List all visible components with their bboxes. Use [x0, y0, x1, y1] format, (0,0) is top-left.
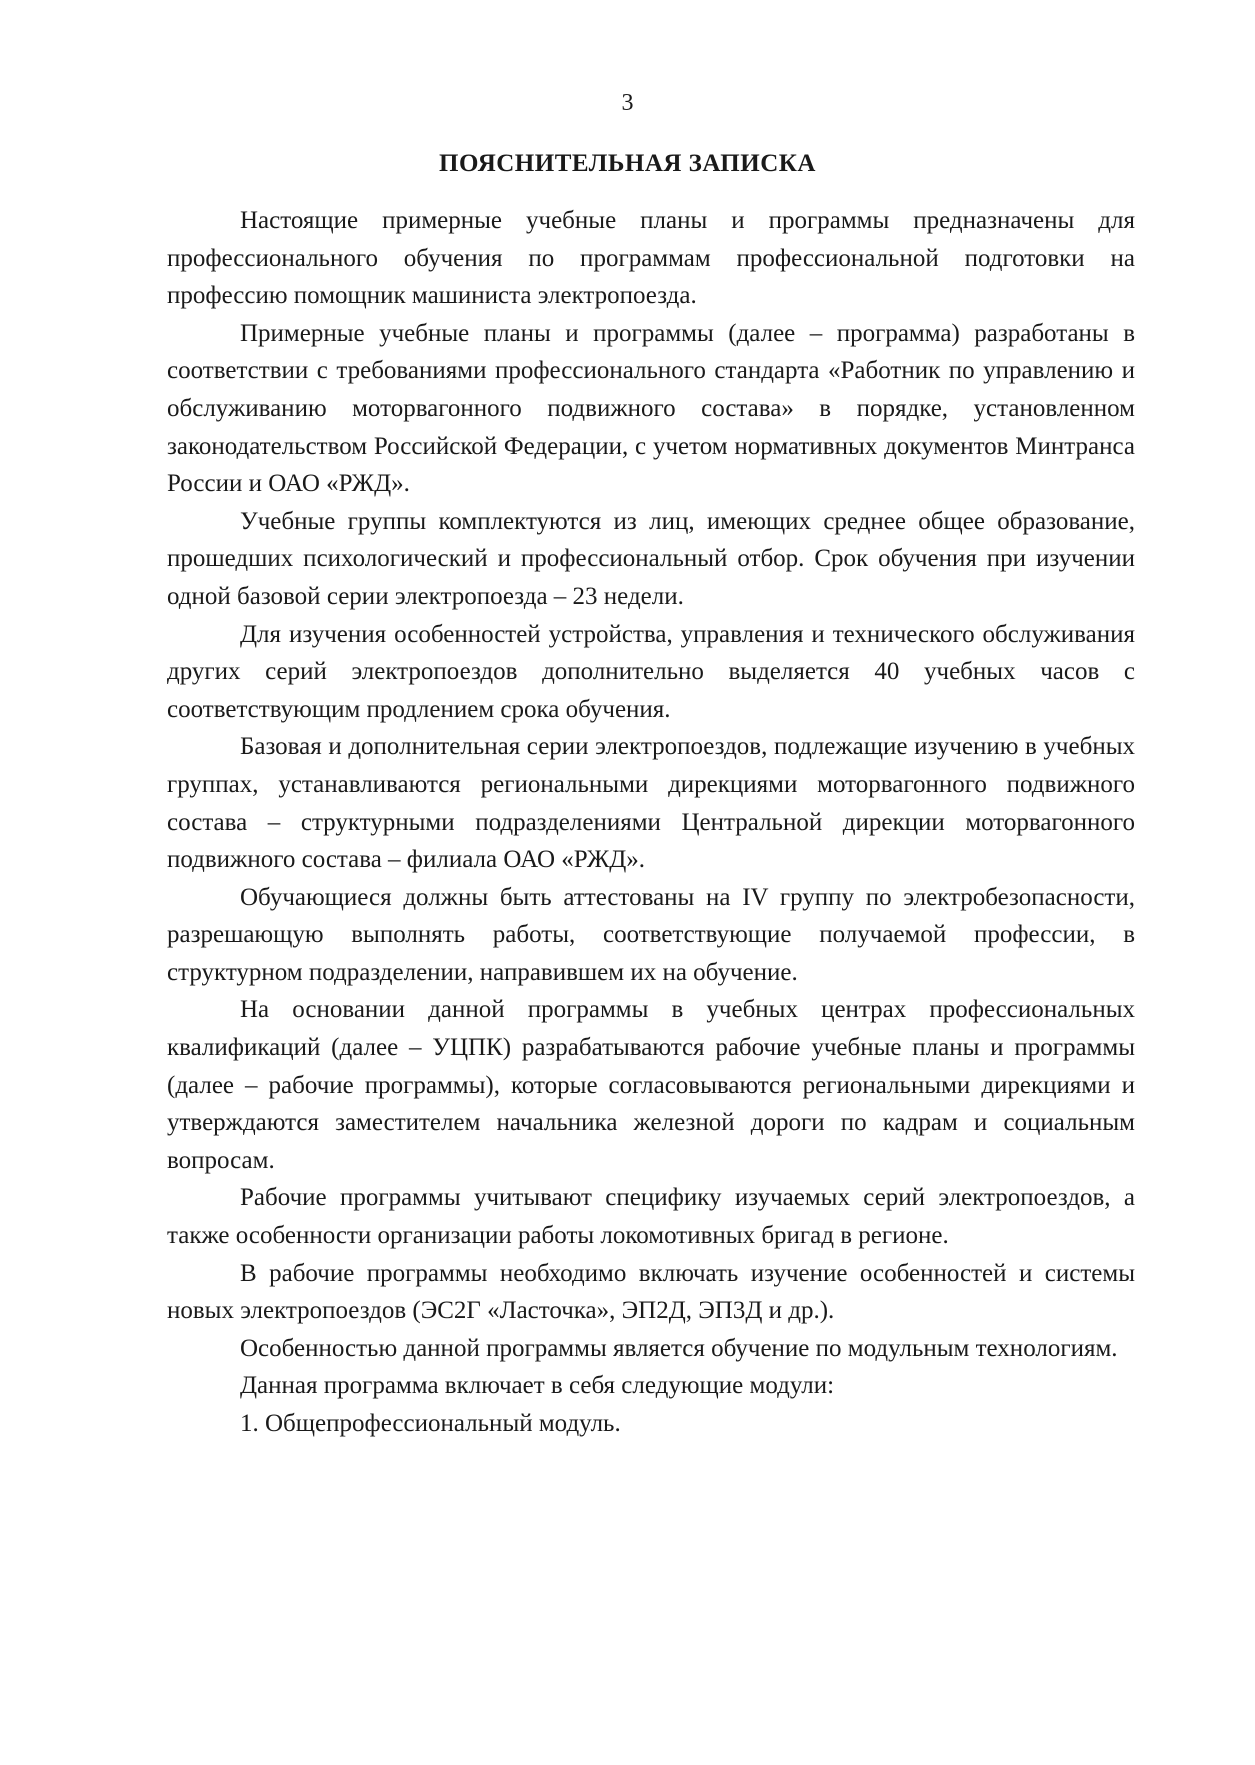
page-title: ПОЯСНИТЕЛЬНАЯ ЗАПИСКА	[439, 150, 816, 177]
paragraph: Для изучения особенностей устройства, управления и технического обслуживания других серий электропоездов дополнительно выделяется 40 учебных часов с соответствующим продлением срока обучения.	[167, 620, 1135, 723]
paragraph: Рабочие программы учитывают специфику изучаемых серий электропоездов, а также особенности организации работы локомотивных бригад в регионе.	[167, 1184, 1135, 1250]
paragraph: Базовая и дополнительная серии электропоездов, подлежащие изучению в учебных группах, устанавливаются региональными дирекциями моторвагонного подвижного состава – структурными подразделениями Центральной дирекции моторвагонного подвижного состава – филиала ОАО «РЖД».	[167, 733, 1135, 874]
paragraph: Обучающиеся должны быть аттестованы на IV группу по электробезопасности, разрешающую выполнять работы, соответствующие получаемой профессии, в структурном подразделении, направившем их на обучение.	[167, 883, 1135, 986]
module-list-item: 1. Общепрофессиональный модуль.	[240, 1410, 621, 1437]
paragraph: Настоящие примерные учебные планы и программы предназначены для профессионального обучения по программам профессиональной подготовки на профессию помощник машиниста электропоезда.	[167, 207, 1135, 310]
paragraph: Учебные группы комплектуются из лиц, имеющих среднее общее образование, прошедших психологический и профессиональный отбор. Срок обучения при изучении одной базовой серии электропоезда – 23 недели.	[167, 507, 1135, 610]
paragraph: Примерные учебные планы и программы (далее – программа) разработаны в соответствии с требованиями профессионального стандарта «Работник по управлению и обслуживанию моторвагонного подвижного состава» в порядке, установленном законодательством Российской Федерации, с учетом нормативных документов Минтранса России и ОАО «РЖД».	[167, 319, 1135, 498]
page-number: 3	[621, 90, 634, 116]
paragraph: Данная программа включает в себя следующие модули:	[240, 1372, 835, 1400]
paragraph: На основании данной программы в учебных центрах профессиональных квалификаций (далее – УЦПК) разрабатываются рабочие учебные планы и программы (далее – рабочие программы), которые согласовываются региональными дирекциями и утверждаются заместителем начальника железной дороги по кадрам и социальным вопросам.	[167, 996, 1135, 1174]
document-body	[167, 202, 1135, 1443]
paragraph: Особенностью данной программы является обучение по модульным технологиям.	[240, 1334, 1118, 1362]
module-list	[167, 1405, 1135, 1443]
paragraph: В рабочие программы необходимо включать изучение особенностей и системы новых электропоездов (ЭС2Г «Ласточка», ЭП2Д, ЭП3Д и др.).	[167, 1259, 1135, 1325]
